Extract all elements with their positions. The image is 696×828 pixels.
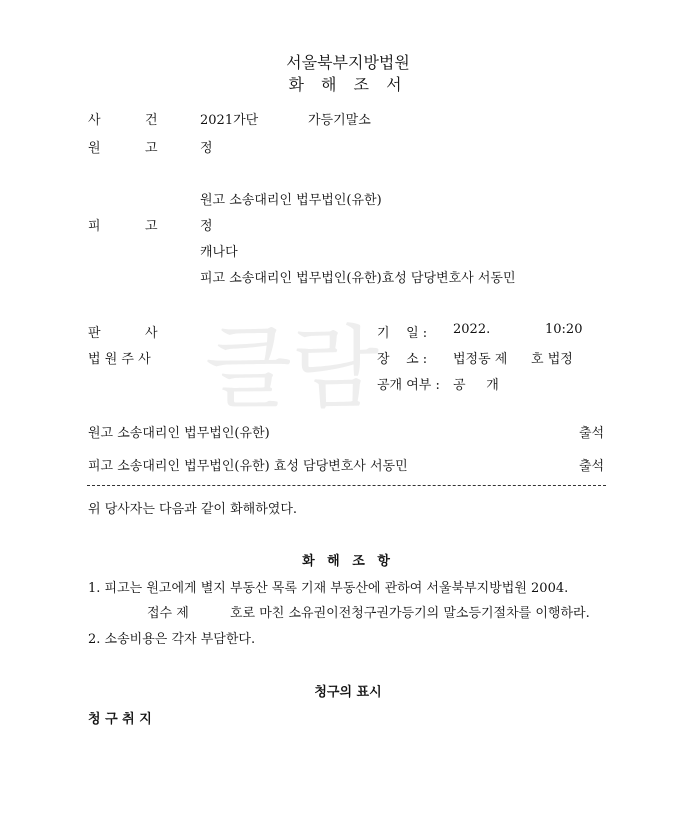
public-label: 공개 여부 :	[377, 378, 440, 393]
term-1-line-1: 1. 피고는 원고에게 별지 부동산 목록 기재 부동산에 관하여 서울북부지방법원 2004.	[88, 581, 569, 596]
plaintiff-counsel: 원고 소송대리인 법무법인(유한)	[200, 193, 382, 208]
plaintiff-name: 정	[200, 141, 213, 156]
case-number: 2021가단	[200, 113, 259, 128]
judge-label-1: 판	[88, 326, 101, 341]
claim-heading: 청구의 표시	[314, 685, 382, 700]
plaintiff-label-1: 원	[88, 141, 101, 156]
plaintiff-label-2: 고	[145, 141, 158, 156]
public-value: 공 개	[453, 378, 499, 393]
attendance-status-1: 출석	[579, 426, 605, 441]
attendance-party-1: 원고 소송대리인 법무법인(유한)	[88, 426, 270, 441]
attendance-status-2: 출석	[579, 459, 605, 474]
case-name: 가등기말소	[308, 113, 371, 128]
date-time: 10:20	[545, 322, 583, 337]
term-1-line-2b: 호로 마친 소유권이전청구권가등기의 말소등기절차를 이행하라.	[230, 606, 590, 621]
dashed-divider	[87, 485, 606, 486]
terms-heading: 화 해 조 항	[302, 554, 394, 569]
judge-label-2: 사	[145, 326, 158, 341]
place-value: 법정동 제	[453, 352, 508, 367]
date-value: 2022.	[453, 322, 491, 337]
term-1-line-2a: 접수 제	[147, 606, 189, 621]
clerk-label: 법 원 주 사	[88, 352, 151, 367]
intro-text: 위 당사자는 다음과 같이 화해하였다.	[88, 502, 298, 517]
document-title: 화 해 조 서	[288, 75, 408, 94]
place-suffix: 호 법정	[531, 352, 573, 367]
case-label-1: 사	[88, 113, 101, 128]
defendant-label-2: 고	[145, 219, 158, 234]
court-name: 서울북부지방법원	[286, 53, 410, 72]
defendant-name: 정	[200, 219, 213, 234]
watermark: 클람	[205, 316, 379, 421]
defendant-second: 캐나다	[200, 245, 238, 260]
attendance-party-2: 피고 소송대리인 법무법인(유한) 효성 담당변호사 서동민	[88, 459, 408, 474]
claim-purpose-label: 청 구 취 지	[88, 712, 152, 727]
date-label: 기 일 :	[377, 326, 428, 341]
defendant-label-1: 피	[88, 219, 101, 234]
case-label-2: 건	[145, 113, 158, 128]
term-2: 2. 소송비용은 각자 부담한다.	[88, 632, 256, 647]
defendant-counsel: 피고 소송대리인 법무법인(유한)효성 담당변호사 서동민	[200, 271, 516, 286]
place-label: 장 소 :	[377, 352, 428, 367]
